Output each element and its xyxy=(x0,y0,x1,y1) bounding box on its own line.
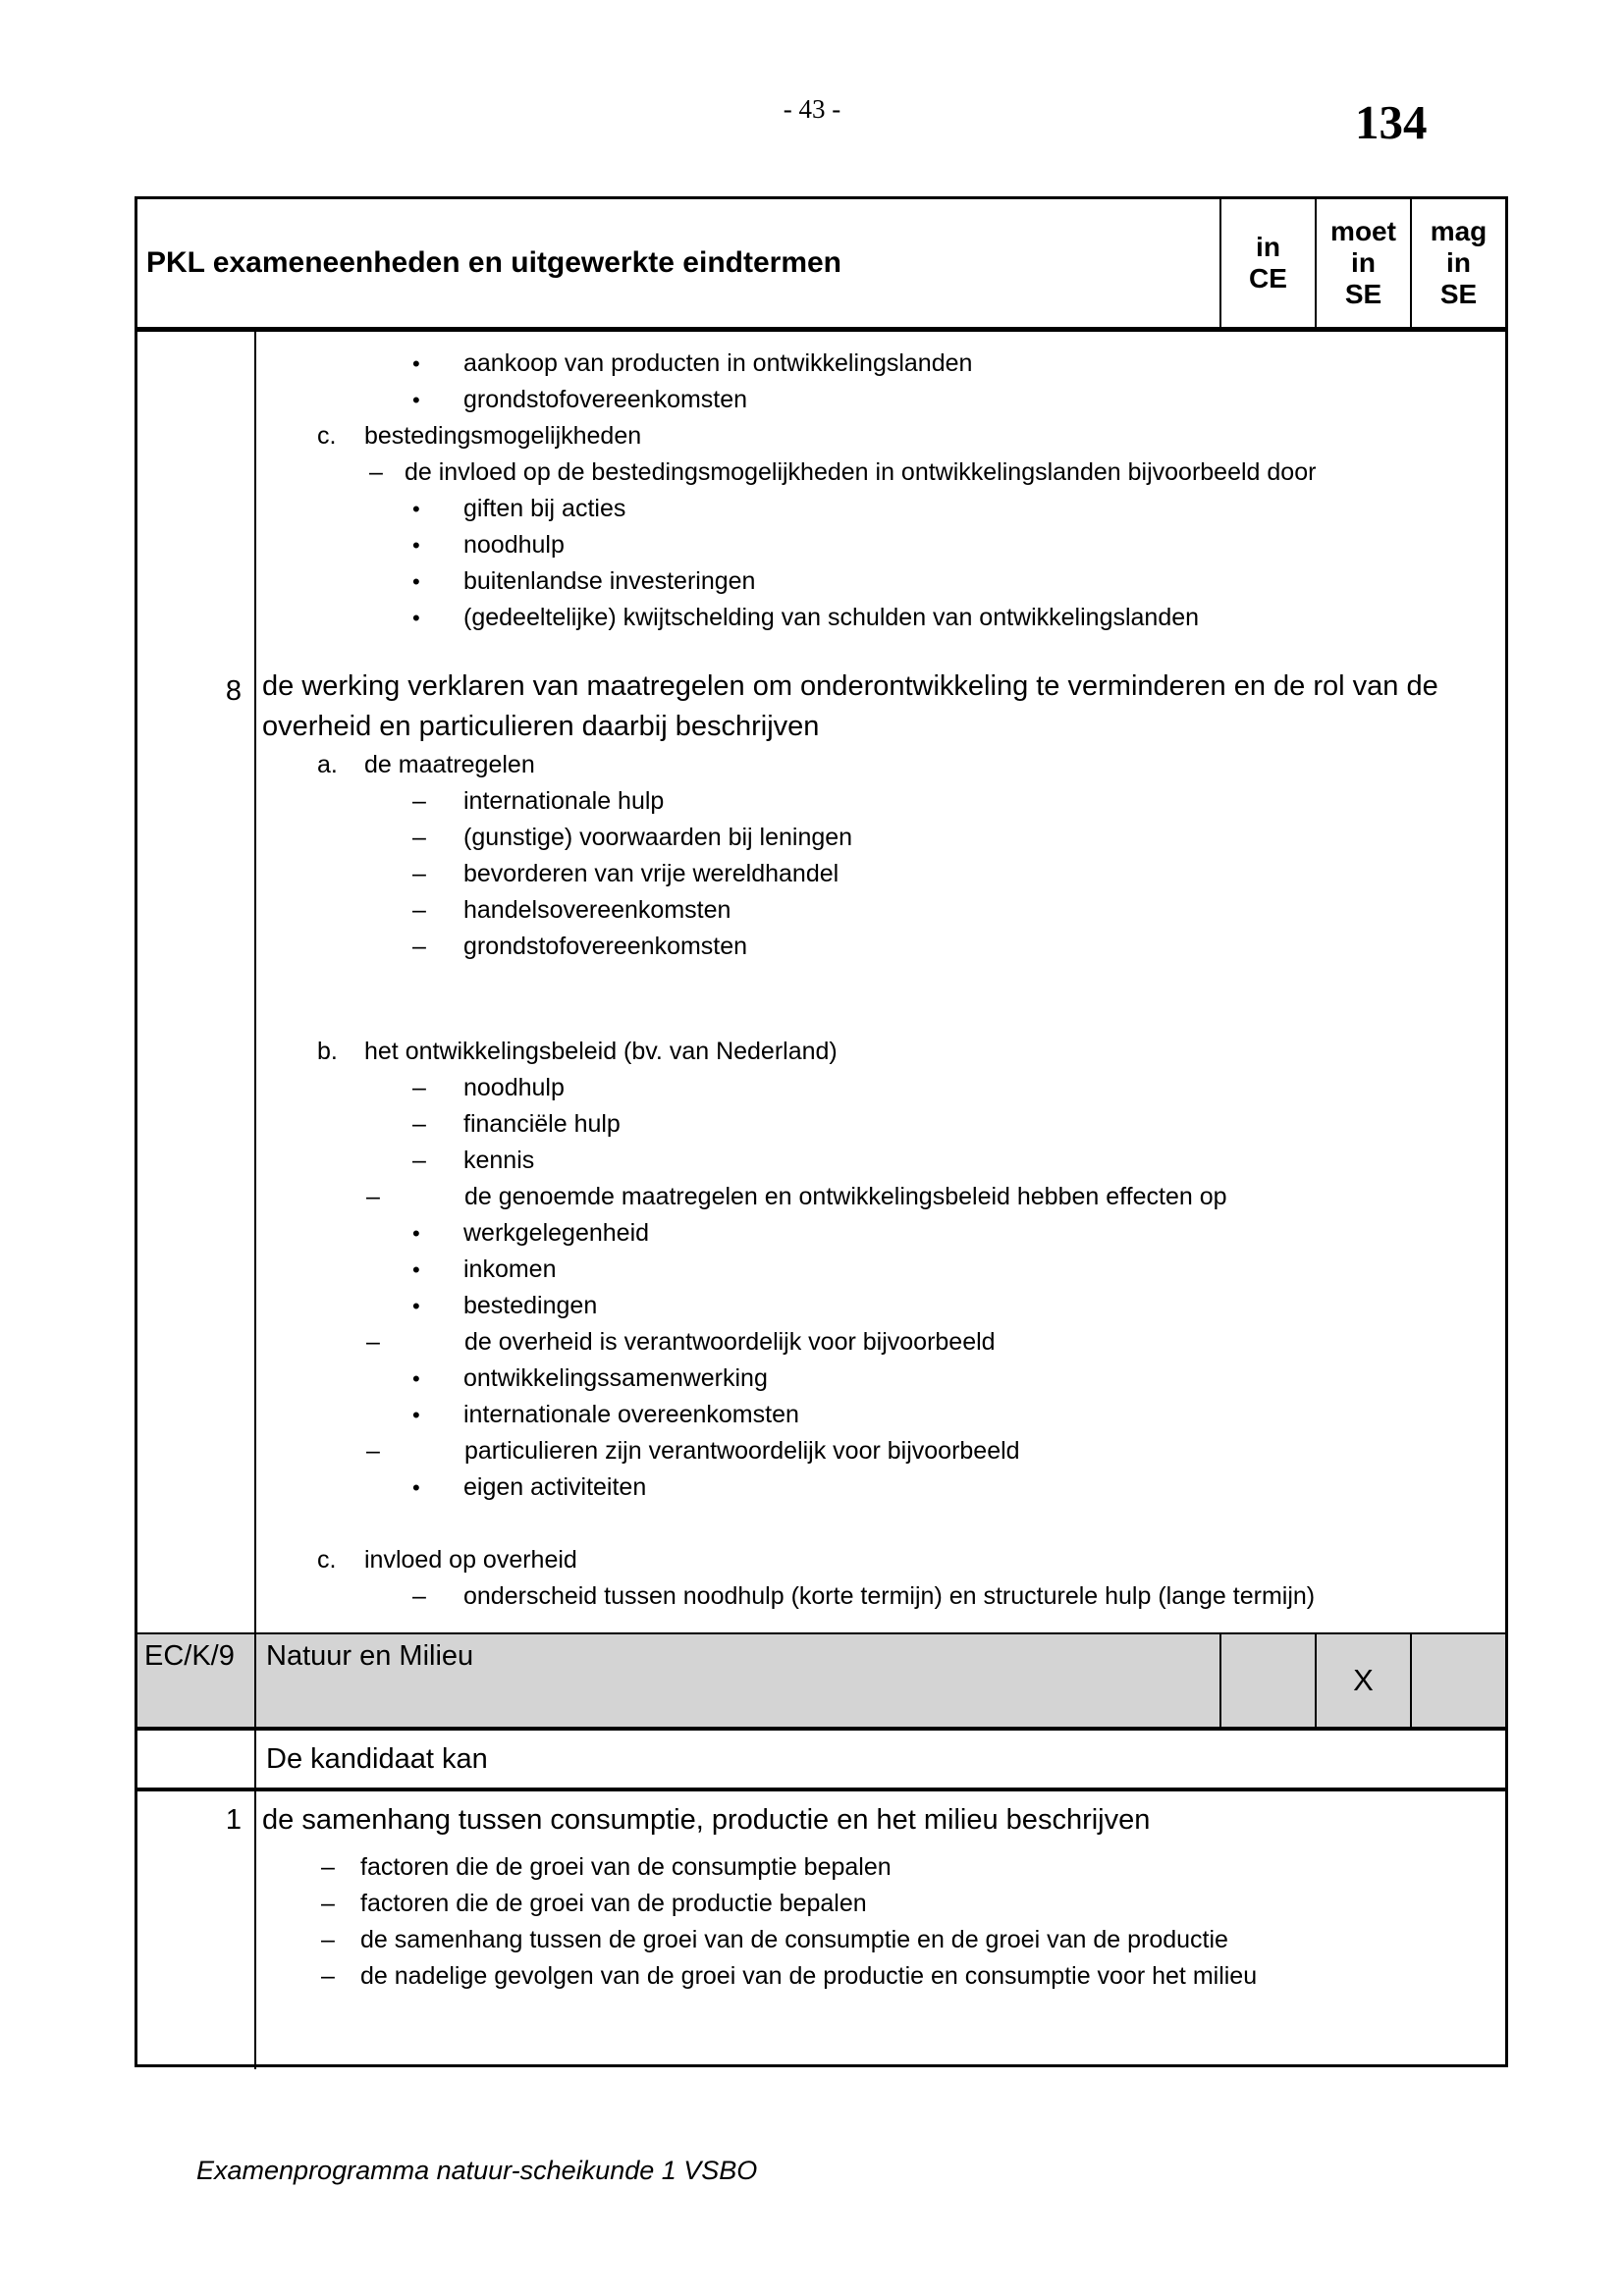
list-item xyxy=(256,1849,1461,1886)
dash-marker: – xyxy=(321,1926,335,1953)
bullet-marker: • xyxy=(412,1403,420,1427)
column-header-moet-in-se: moet in SE xyxy=(1315,199,1410,327)
list-item xyxy=(256,1215,1461,1252)
list-item-text: bevorderen van vrije wereldhandel xyxy=(463,860,839,887)
list-item-text: ontwikkelingssamenwerking xyxy=(463,1364,768,1392)
dash-marker: – xyxy=(412,933,426,960)
section-mag-in-se-cell xyxy=(1410,1634,1505,1727)
document-footer: Examenprogramma natuur-scheikunde 1 VSBO xyxy=(196,2156,758,2185)
moet-in-se-mark: X xyxy=(1353,1663,1374,1697)
dash-marker: – xyxy=(366,1437,380,1465)
list-item-text: de invloed op de bestedingsmogelijkheden in ontwikkelingslanden bijvoorbeeld door xyxy=(405,458,1317,486)
dash-marker: – xyxy=(366,1183,380,1210)
list-item-text: factoren die de groei van de consumptie bepalen xyxy=(360,1853,892,1881)
list-item-text: de nadelige gevolgen van de groei van de productie en consumptie voor het milieu xyxy=(360,1962,1258,1990)
list-item-text: kennis xyxy=(463,1147,535,1174)
list-item xyxy=(256,1070,1461,1106)
item1-number: 1 xyxy=(225,1804,242,1836)
list-item-text: grondstofovereenkomsten xyxy=(463,933,748,960)
dash-marker: – xyxy=(321,1890,335,1917)
list-item-text: de maatregelen xyxy=(364,751,535,778)
kandidaat-text: De kandidaat kan xyxy=(266,1742,488,1775)
bullet-marker: • xyxy=(412,1257,420,1282)
item8-number: 8 xyxy=(225,675,242,707)
bullet-marker: • xyxy=(412,606,420,630)
list-item-text: aankoop van producten in ontwikkelingslanden xyxy=(463,349,973,377)
list-item xyxy=(256,1958,1461,1995)
bullet-marker: • xyxy=(412,1221,420,1246)
dash-marker: – xyxy=(412,1582,426,1610)
list-item-text: het ontwikkelingsbeleid (bv. van Nederland) xyxy=(364,1038,838,1065)
list-item xyxy=(256,1106,1461,1143)
list-item xyxy=(256,1542,1461,1578)
section-code: EC/K/9 xyxy=(137,1634,256,1727)
dash-marker: – xyxy=(412,860,426,887)
body-row-item1 xyxy=(137,1791,1505,2069)
page-number-right: 134 xyxy=(1355,95,1428,149)
list-item xyxy=(256,1433,1461,1469)
dash-marker: – xyxy=(412,1147,426,1174)
list-item-text: eigen activiteiten xyxy=(463,1473,647,1501)
item-number-column xyxy=(137,1791,256,2069)
list-item-text: buitenlandse investeringen xyxy=(463,567,756,595)
list-item xyxy=(256,1034,1461,1070)
bullet-marker: • xyxy=(412,533,420,558)
list-item-text: giften bij acties xyxy=(463,495,626,522)
kandidaat-row xyxy=(137,1731,1505,1791)
list-item xyxy=(256,346,1461,382)
item1-title: de samenhang tussen consumptie, productie en het milieu beschrijven xyxy=(262,1804,1151,1836)
list-item-text: noodhulp xyxy=(463,1074,565,1101)
list-item xyxy=(256,1252,1461,1288)
list-item xyxy=(256,1397,1461,1433)
item-number-column xyxy=(137,332,256,1632)
list-item-text: werkgelegenheid xyxy=(463,1219,650,1247)
list-item-text: de samenhang tussen de groei van de consumptie en de groei van de productie xyxy=(360,1926,1228,1953)
list-item-text: bestedingen xyxy=(463,1292,598,1319)
list-item xyxy=(256,783,1461,820)
list-item xyxy=(256,1886,1461,1922)
list-item-text: grondstofovereenkomsten xyxy=(463,386,748,413)
list-item xyxy=(256,418,1461,454)
letter-marker: c. xyxy=(317,1546,337,1574)
list-item xyxy=(256,454,1461,491)
list-item xyxy=(256,491,1461,527)
list-item-text: inkomen xyxy=(463,1255,557,1283)
list-item xyxy=(256,929,1461,965)
bullet-marker: • xyxy=(412,1294,420,1318)
list-item-text: invloed op overheid xyxy=(364,1546,577,1574)
list-item xyxy=(256,1179,1461,1215)
section-in-ce-cell xyxy=(1219,1634,1315,1727)
dash-marker: – xyxy=(412,1074,426,1101)
dash-marker: – xyxy=(366,1328,380,1356)
list-item-text: (gedeeltelijke) kwijtschelding van schulden van ontwikkelingslanden xyxy=(463,604,1200,631)
bullet-marker: • xyxy=(412,351,420,376)
dash-marker: – xyxy=(321,1962,335,1990)
list-item-text: financiële hulp xyxy=(463,1110,621,1138)
bullet-marker: • xyxy=(412,569,420,594)
list-item-text: noodhulp xyxy=(463,531,565,559)
list-item-text: factoren die de groei van de productie bepalen xyxy=(360,1890,867,1917)
list-item xyxy=(256,1143,1461,1179)
list-item xyxy=(256,600,1461,636)
list-item xyxy=(256,527,1461,563)
list-item-text: onderscheid tussen noodhulp (korte termijn) en structurele hulp (lange termijn) xyxy=(463,1582,1316,1610)
list-item-text: internationale overeenkomsten xyxy=(463,1401,799,1428)
dash-marker: – xyxy=(412,896,426,924)
section-row-eck9 xyxy=(137,1632,1505,1731)
list-item xyxy=(256,820,1461,856)
list-item-text: bestedingsmogelijkheden xyxy=(364,422,642,450)
page-number-center: - 43 - xyxy=(783,94,841,124)
bullet-marker: • xyxy=(412,497,420,521)
item8-title: de werking verklaren van maatregelen om onderontwikkeling te verminderen en de rol van de overheid en particulieren daarbij beschrijven xyxy=(262,670,1438,742)
item-number-column xyxy=(137,1731,256,1788)
letter-marker: b. xyxy=(317,1038,338,1065)
list-item-text: handelsovereenkomsten xyxy=(463,896,731,924)
dash-marker: – xyxy=(412,1110,426,1138)
bullet-marker: • xyxy=(412,1475,420,1500)
list-item xyxy=(256,856,1461,892)
list-item xyxy=(256,1288,1461,1324)
body-row-item8 xyxy=(137,332,1505,1632)
item8-content xyxy=(256,332,1505,1632)
dash-marker: – xyxy=(321,1853,335,1881)
table-header-title: PKL exameneenheden en uitgewerkte eindtermen xyxy=(146,246,842,279)
letter-marker: c. xyxy=(317,422,337,450)
list-item xyxy=(256,1361,1461,1397)
list-item xyxy=(256,747,1461,783)
table-header-row xyxy=(137,199,1505,332)
list-item xyxy=(256,892,1461,929)
column-header-in-ce: in CE xyxy=(1219,199,1315,327)
bullet-marker: • xyxy=(412,1366,420,1391)
list-item xyxy=(256,1922,1461,1958)
item1-content xyxy=(256,1791,1505,2069)
list-item-text: de overheid is verantwoordelijk voor bijvoorbeeld xyxy=(464,1328,996,1356)
list-item-text: particulieren zijn verantwoordelijk voor bijvoorbeeld xyxy=(464,1437,1020,1465)
exam-table xyxy=(135,196,1508,2067)
list-item-text: internationale hulp xyxy=(463,787,665,815)
list-item xyxy=(256,1578,1461,1615)
dash-marker: – xyxy=(369,458,383,486)
letter-marker: a. xyxy=(317,751,338,778)
list-item-text: (gunstige) voorwaarden bij leningen xyxy=(463,824,853,851)
column-header-mag-in-se: mag in SE xyxy=(1410,199,1505,327)
list-item xyxy=(256,382,1461,418)
dash-marker: – xyxy=(412,787,426,815)
list-item xyxy=(256,1324,1461,1361)
section-title: Natuur en Milieu xyxy=(266,1640,474,1672)
list-item xyxy=(256,1469,1461,1506)
list-item xyxy=(256,563,1461,600)
section-moet-in-se-cell xyxy=(1315,1634,1410,1727)
list-item-text: de genoemde maatregelen en ontwikkelingsbeleid hebben effecten op xyxy=(464,1183,1227,1210)
dash-marker: – xyxy=(412,824,426,851)
bullet-marker: • xyxy=(412,388,420,412)
